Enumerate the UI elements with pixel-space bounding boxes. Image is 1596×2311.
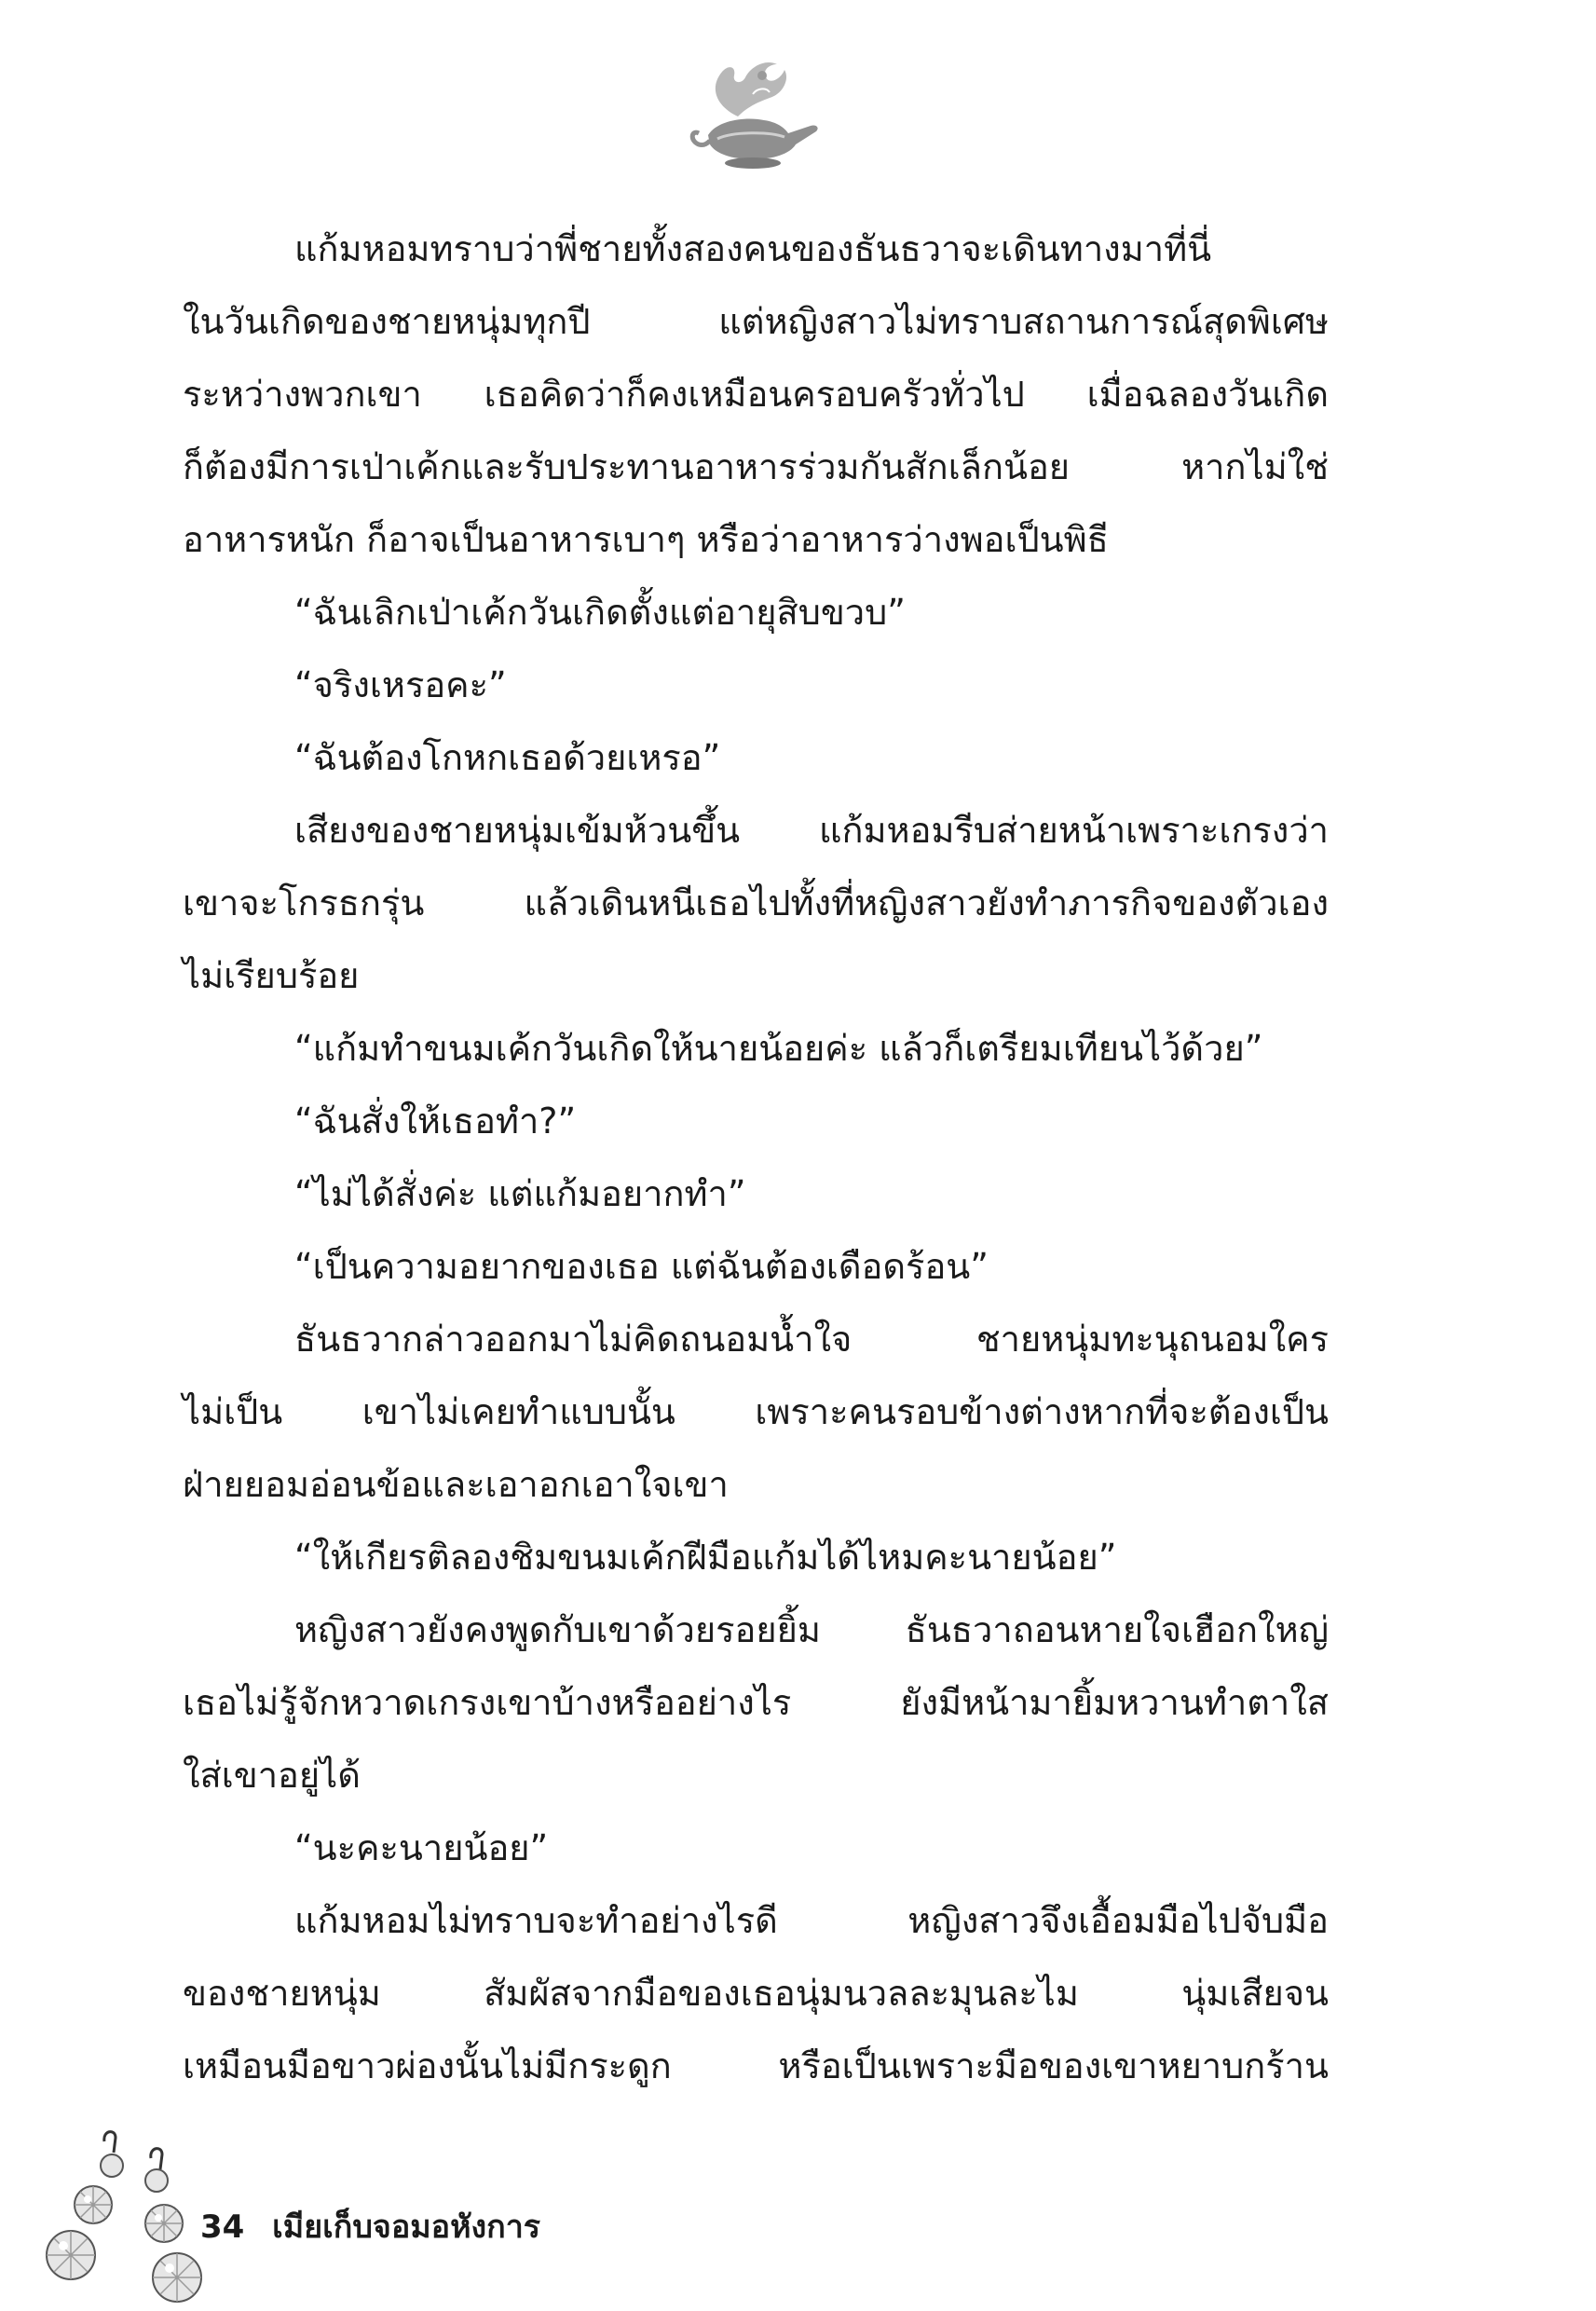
page-footer: [0, 2125, 1596, 2311]
text-line: เธอไม่รู้จักหวาดเกรงเขาบ้างหรืออย่างไร ยังมีหน้ามายิ้มหวานทำตาใส: [183, 1682, 1329, 1723]
text-line: หญิงสาวยังคงพูดกับเขาด้วยรอยยิ้ม ธันธวาถอนหายใจเฮือกใหญ่: [294, 1609, 1329, 1650]
genie-lamp-icon: [680, 51, 829, 172]
text-line: เขาจะโกรธกรุ่น แล้วเดินหนีเธอไปทั้งที่หญิงสาวยังทำภารกิจของตัวเอง: [183, 882, 1329, 923]
dialogue-line: “ฉันสั่งให้เธอทำ?”: [294, 1101, 577, 1142]
page-number: 34: [200, 2208, 245, 2246]
dialogue-line: “ให้เกียรติลองชิมขนมเค้กฝีมือแก้มได้ไหมคะนายน้อย”: [294, 1537, 1117, 1578]
text-line: แก้มหอมทราบว่าพี่ชายทั้งสองคนของธันธวาจะเดินทางมาที่นี่: [294, 228, 1212, 269]
text-line: ก็ต้องมีการเป่าเค้กและรับประทานอาหารร่วมกันสักเล็กน้อย หากไม่ใช่: [183, 446, 1329, 487]
dialogue-line: “แก้มทำขนมเค้กวันเกิดให้นายน้อยค่ะ แล้วก็เตรียมเทียนไว้ด้วย”: [294, 1028, 1263, 1069]
text-line: ไม่เรียบร้อย: [183, 955, 360, 996]
text-line: อาหารหนัก ก็อาจเป็นอาหารเบาๆ หรือว่าอาหารว่างพอเป็นพิธี: [183, 519, 1109, 560]
text-line: เสียงของชายหนุ่มเข้มห้วนขึ้น แก้มหอมรีบส่ายหน้าเพราะเกรงว่า: [294, 810, 1329, 851]
text-line: ใส่เขาอยู่ได้: [183, 1755, 361, 1796]
text-line: เหมือนมือขาวผ่องนั้นไม่มีกระดูก หรือเป็นเพราะมือของเขาหยาบกร้าน: [183, 2045, 1329, 2086]
dialogue-line: “จริงเหรอคะ”: [294, 664, 507, 705]
dialogue-line: “เป็นความอยากของเธอ แต่ฉันต้องเดือดร้อน”: [294, 1246, 989, 1287]
story-text: [183, 212, 1329, 2102]
dialogue-line: “ฉันต้องโกหกเธอด้วยเหรอ”: [294, 737, 721, 778]
dialogue-line: “นะคะนายน้อย”: [294, 1827, 549, 1868]
text-line: ฝ่ายยอมอ่อนข้อและเอาอกเอาใจเขา: [183, 1464, 729, 1505]
text-line: ระหว่างพวกเขา เธอคิดว่าก็คงเหมือนครอบครัวทั่วไป เมื่อฉลองวันเกิด: [183, 374, 1329, 415]
text-line: ธันธวากล่าวออกมาไม่คิดถนอมน้ำใจ ชายหนุ่มทะนุถนอมใคร: [294, 1319, 1329, 1360]
text-line: ในวันเกิดของชายหนุ่มทุกปี แต่หญิงสาวไม่ทราบสถานการณ์สุดพิเศษ: [183, 301, 1329, 342]
text-line: แก้มหอมไม่ทราบจะทำอย่างไรดี หญิงสาวจึงเอื้อมมือไปจับมือ: [294, 1900, 1329, 1941]
book-title: เมียเก็บจอมอหังการ: [272, 2208, 541, 2246]
running-footer: [200, 2204, 540, 2250]
dialogue-line: “ไม่ได้สั่งค่ะ แต่แก้มอยากทำ”: [294, 1173, 746, 1214]
diamond-earrings-icon: [37, 2125, 205, 2311]
text-line: ไม่เป็น เขาไม่เคยทำแบบนั้น เพราะคนรอบข้างต่างหากที่จะต้องเป็น: [183, 1391, 1329, 1432]
text-line: ของชายหนุ่ม สัมผัสจากมือของเธอนุ่มนวลละมุนละไม นุ่มเสียจน: [183, 1973, 1329, 2014]
dialogue-line: “ฉันเลิกเป่าเค้กวันเกิดตั้งแต่อายุสิบขวบ”: [294, 592, 906, 633]
